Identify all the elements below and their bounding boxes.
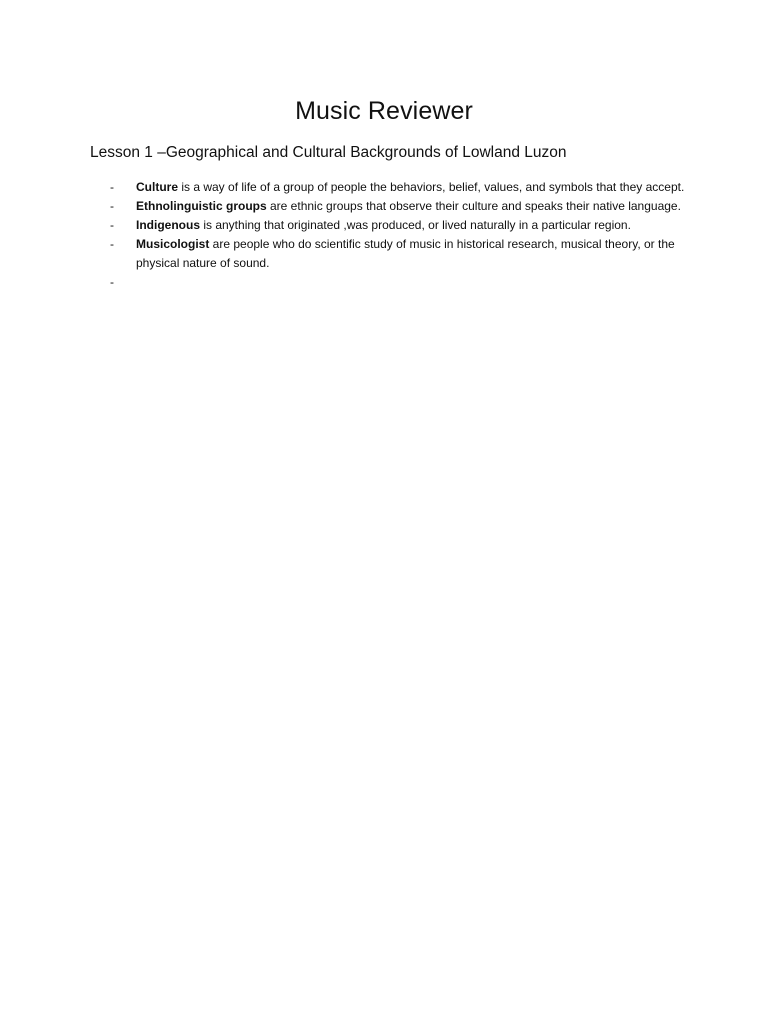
definition-culture: is a way of life of a group of people the behaviors, belief, values, and symbols that they accept. [178, 180, 685, 194]
list-item [110, 178, 690, 197]
bullet-dash: - [110, 218, 114, 232]
lesson-heading: Lesson 1 –Geographical and Cultural Backgrounds of Lowland Luzon [90, 144, 567, 161]
term-ethnolinguistic-groups: Ethnolinguistic groups [136, 199, 267, 213]
bullet-dash: - [110, 275, 114, 289]
definition-indigenous: is anything that originated ,was produced, or lived naturally in a particular region. [200, 218, 631, 232]
list-item-empty [110, 273, 690, 292]
list-item [110, 235, 690, 273]
bullet-dash: - [110, 237, 114, 251]
term-indigenous: Indigenous [136, 218, 200, 232]
list-item [110, 216, 690, 235]
term-culture: Culture [136, 180, 178, 194]
document-title: Music Reviewer [295, 97, 473, 125]
definition-ethnolinguistic-groups: are ethnic groups that observe their culture and speaks their native language. [266, 199, 681, 213]
bullet-dash: - [110, 180, 114, 194]
bullet-dash: - [110, 199, 114, 213]
list-item [110, 197, 690, 216]
term-musicologist: Musicologist [136, 237, 210, 251]
definition-list [110, 178, 690, 292]
definition-musicologist: are people who do scientific study of music in historical research, musical theory, or the physical nature of sound. [136, 237, 675, 270]
